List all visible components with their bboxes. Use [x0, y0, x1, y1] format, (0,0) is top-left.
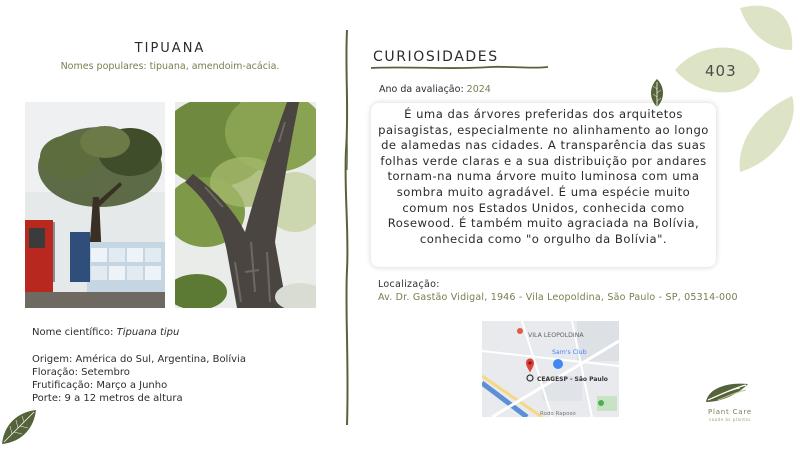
leaf-corner-icon [0, 408, 38, 446]
scientific-name-value: Tipuana tipu [116, 327, 180, 338]
location-label: Localização: [378, 279, 440, 290]
curiosities-text: É uma das árvores preferidas dos arquitetos paisagistas, especialmente no alinhamento ao longo de alamedas nas cidades. A transparência das suas folhas verde claras e a sua distribuição por andares tornam-na numa árvore muito luminosa com uma sombra muito agradável. É uma espécie muito comum nos Estados Unidos, conhecida como Rosewood. É também muito agraciada na Bolívia, conhecida como "o orgulho da Bolívia". [378, 107, 709, 246]
map-marker-label: CEAGESP - São Paulo [537, 376, 608, 383]
tree-photo-street [25, 102, 165, 308]
popular-names: Nomes populares: tipuana, amendoim-acácia. [60, 61, 280, 72]
map-district-label: VILA LEOPOLDINA [528, 332, 584, 339]
column-divider [340, 30, 354, 425]
brand-tagline: saúde às plantas [709, 417, 751, 422]
map-store-label: Sam's Club [552, 349, 587, 356]
tree-photo-trunk [175, 102, 316, 308]
location-map[interactable] [482, 321, 619, 417]
brand-name: Plant Care [707, 408, 753, 416]
flowering-text: Floração: Setembro [32, 367, 130, 378]
scientific-name-label: Nome científico: [32, 327, 117, 338]
evaluation-year-value: 2024 [466, 84, 491, 95]
evaluation-year-label: Ano da avaliação: [379, 84, 467, 95]
location-address: Av. Dr. Gastão Vidigal, 1946 - Vila Leopoldina, São Paulo - SP, 05314-000 [378, 292, 738, 303]
evaluation-year [379, 84, 491, 95]
curiosities-heading: CURIOSIDADES [373, 49, 499, 65]
tree-title: TIPUANA [134, 41, 206, 56]
scientific-name [32, 327, 179, 338]
heading-underline [370, 64, 550, 72]
map-road-label: Rodo Raposo [540, 411, 576, 417]
size-text: Porte: 9 a 12 metros de altura [32, 393, 183, 404]
leaf-icon [649, 79, 665, 109]
fruiting-text: Frutificação: Março a Junho [32, 380, 168, 391]
origin-text: Origem: América do Sul, Argentina, Bolívia [32, 354, 246, 365]
tree-number-badge: 403 [705, 62, 737, 80]
